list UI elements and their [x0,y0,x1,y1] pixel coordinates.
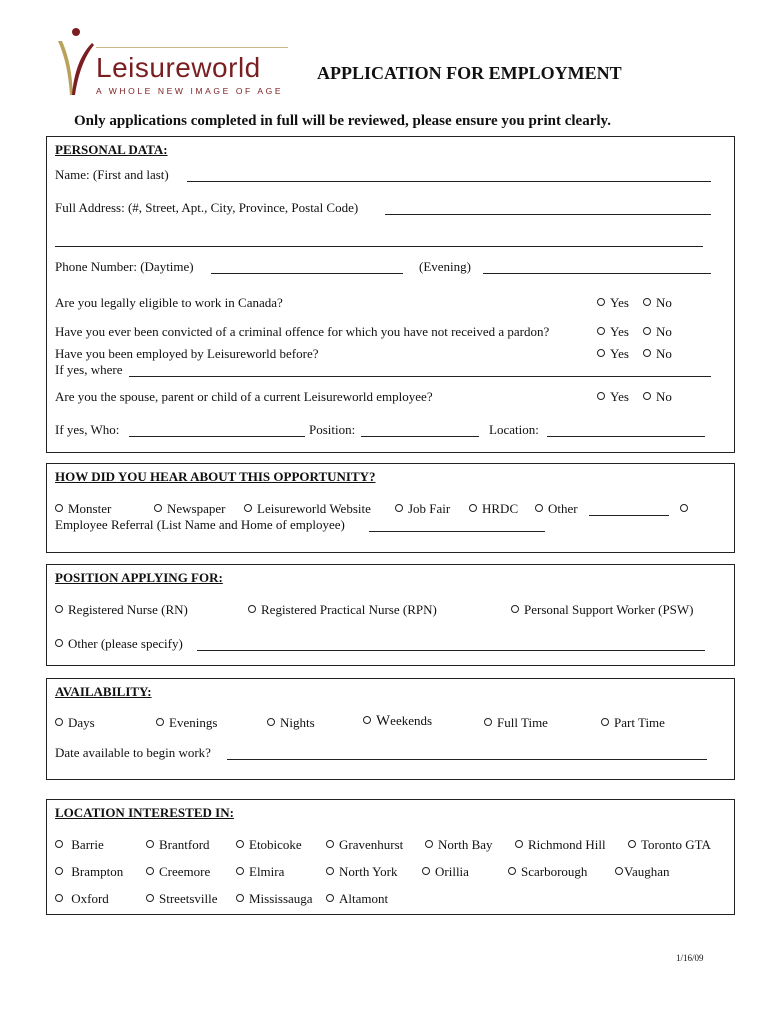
radio-icon [363,716,371,724]
question-employed: Have you been employed by Leisureworld before? [55,346,319,361]
radio-icon [597,392,605,400]
hear-heading: HOW DID YOU HEAR ABOUT THIS OPPORTUNITY? [55,469,376,484]
loc-scarborough-radio[interactable]: Scarborough [508,864,587,880]
name-field[interactable] [187,181,711,182]
radio-icon [326,840,334,848]
personal-data-section [46,136,735,453]
hear-other-radio[interactable]: Other [535,501,578,517]
loc-northbay-radio[interactable]: North Bay [425,837,493,853]
loc-streetsville-radio[interactable]: Streetsville [146,891,218,907]
radio-icon [422,867,430,875]
radio-icon [146,867,154,875]
employed-where-field[interactable] [129,376,711,377]
position-field[interactable] [361,436,479,437]
location-section [46,799,735,915]
hear-referral-radio[interactable] [680,501,693,517]
radio-icon [643,327,651,335]
phone-day-field[interactable] [211,273,403,274]
leisureworld-logo-icon [52,25,96,97]
radio-icon [55,867,63,875]
hear-hrdc-radio[interactable]: HRDC [469,501,518,517]
position-heading: POSITION APPLYING FOR: [55,570,223,585]
radio-icon [154,504,162,512]
loc-creemore-radio[interactable]: Creemore [146,864,210,880]
criminal-no-radio[interactable]: No [643,324,672,340]
radio-icon [55,605,63,613]
radio-icon [597,327,605,335]
loc-barrie-radio[interactable]: Barrie [55,837,104,853]
hear-jobfair-radio[interactable]: Job Fair [395,501,450,517]
employed-yes-radio[interactable]: Yes [597,346,629,362]
employed-where-label: If yes, where [55,362,123,377]
radio-icon [326,894,334,902]
radio-icon [395,504,403,512]
radio-icon [248,605,256,613]
loc-oxford-radio[interactable]: Oxford [55,891,109,907]
radio-icon [601,718,609,726]
phone-day-label: Phone Number: (Daytime) [55,259,194,274]
location-heading: LOCATION INTERESTED IN: [55,805,234,820]
loc-elmira-radio[interactable]: Elmira [236,864,284,880]
footer-date: 1/16/09 [676,953,704,963]
avail-evenings-radio[interactable]: Evenings [156,715,217,731]
radio-icon [643,349,651,357]
employed-no-radio[interactable]: No [643,346,672,362]
question-eligible: Are you legally eligible to work in Canada? [55,295,283,310]
location-label: Location: [489,422,539,437]
phone-eve-field[interactable] [483,273,711,274]
loc-brampton-radio[interactable]: Brampton [55,864,123,880]
hear-monster-radio[interactable]: Monster [55,501,111,517]
radio-icon [55,504,63,512]
avail-weekends-radio[interactable]: Weekends [363,713,432,730]
radio-icon [469,504,477,512]
radio-icon [511,605,519,613]
radio-icon [55,718,63,726]
avail-days-radio[interactable]: Days [55,715,95,731]
loc-altamont-radio[interactable]: Altamont [326,891,388,907]
page-title: APPLICATION FOR EMPLOYMENT [317,63,622,83]
address-field-2[interactable] [55,246,703,247]
position-other-radio[interactable]: Other (please specify) [55,636,183,652]
radio-icon [55,639,63,647]
avail-date-field[interactable] [227,759,707,760]
criminal-yes-radio[interactable]: Yes [597,324,629,340]
avail-parttime-radio[interactable]: Part Time [601,715,665,731]
phone-eve-label: (Evening) [419,259,471,274]
radio-icon [680,504,688,512]
radio-icon [267,718,275,726]
logo-tagline: A WHOLE NEW IMAGE OF AGE [96,86,284,96]
availability-section [46,678,735,780]
address-field[interactable] [385,214,711,215]
radio-icon [236,840,244,848]
loc-toronto-radio[interactable]: Toronto GTA [628,837,711,853]
hear-other-field[interactable] [589,515,669,516]
who-field[interactable] [129,436,305,437]
relative-no-radio[interactable]: No [643,389,672,405]
eligible-yes-radio[interactable]: Yes [597,295,629,311]
radio-icon [244,504,252,512]
relative-yes-radio[interactable]: Yes [597,389,629,405]
radio-icon [643,392,651,400]
who-label: If yes, Who: [55,422,120,437]
loc-brantford-radio[interactable]: Brantford [146,837,210,853]
loc-mississauga-radio[interactable]: Mississauga [236,891,313,907]
radio-icon [326,867,334,875]
eligible-no-radio[interactable]: No [643,295,672,311]
radio-icon [236,894,244,902]
hear-referral-field[interactable] [369,531,545,532]
hear-website-radio[interactable]: Leisureworld Website [244,501,371,517]
address-label: Full Address: (#, Street, Apt., City, Province, Postal Code) [55,200,359,215]
radio-icon [535,504,543,512]
radio-icon [236,867,244,875]
question-criminal: Have you ever been convicted of a criminal offence for which you have not received a pardon? [55,324,550,339]
radio-icon [425,840,433,848]
radio-icon [55,840,63,848]
radio-icon [597,349,605,357]
position-section [46,564,735,666]
loc-gravenhurst-radio[interactable]: Gravenhurst [326,837,403,853]
radio-icon [484,718,492,726]
name-label: Name: (First and last) [55,167,169,182]
radio-icon [597,298,605,306]
position-label: Position: [309,422,356,437]
loc-northyork-radio[interactable]: North York [326,864,398,880]
hear-section [46,463,735,553]
avail-fulltime-radio[interactable]: Full Time [484,715,548,731]
hear-referral-label: Employee Referral (List Name and Home of employee) [55,517,345,532]
question-relative: Are you the spouse, parent or child of a current Leisureworld employee? [55,389,433,404]
loc-vaughan-radio[interactable]: Vaughan [615,864,670,880]
radio-icon [508,867,516,875]
position-rn-radio[interactable]: Registered Nurse (RN) [55,602,188,618]
hear-newspaper-radio[interactable]: Newspaper [154,501,225,517]
radio-icon [515,840,523,848]
radio-icon [146,894,154,902]
personal-heading: PERSONAL DATA: [55,142,168,157]
position-rpn-radio[interactable]: Registered Practical Nurse (RPN) [248,602,437,618]
radio-icon [615,867,623,875]
loc-etobicoke-radio[interactable]: Etobicoke [236,837,302,853]
location-field[interactable] [547,436,705,437]
position-other-field[interactable] [197,650,705,651]
avail-date-label: Date available to begin work? [55,745,211,760]
loc-richmondhill-radio[interactable]: Richmond Hill [515,837,606,853]
logo-name: Leisureworld [96,52,261,83]
radio-icon [156,718,164,726]
radio-icon [146,840,154,848]
notice-text: Only applications completed in full will be reviewed, please ensure you print clearly. [74,113,611,129]
availability-heading: AVAILABILITY: [55,684,152,699]
radio-icon [628,840,636,848]
loc-orillia-radio[interactable]: Orillia [422,864,469,880]
avail-nights-radio[interactable]: Nights [267,715,315,731]
radio-icon [55,894,63,902]
radio-icon [643,298,651,306]
position-psw-radio[interactable]: Personal Support Worker (PSW) [511,602,694,618]
